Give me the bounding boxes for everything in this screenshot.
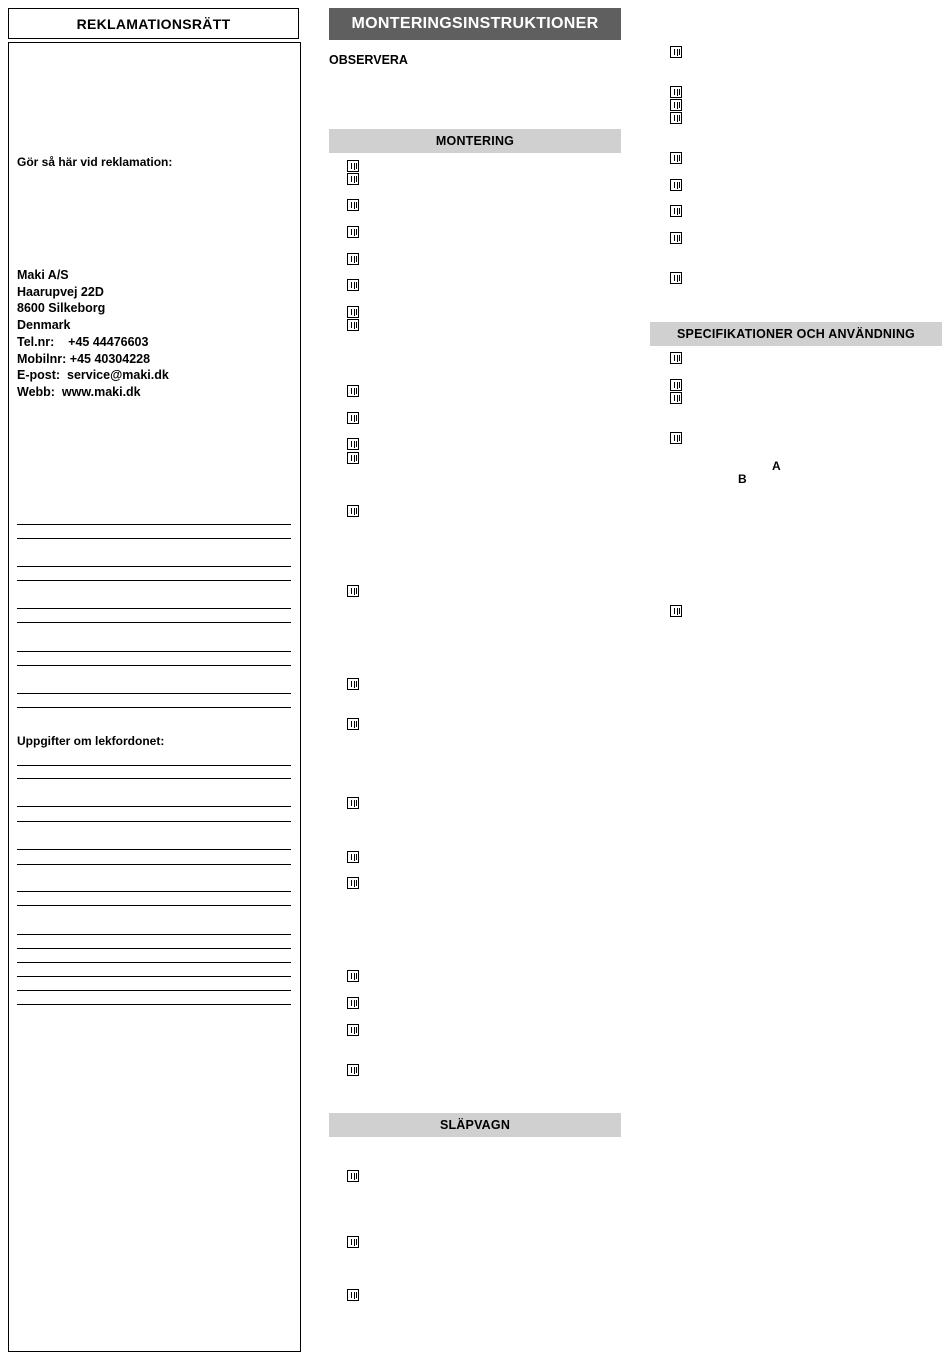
how-to-complain-label: Gör så här vid reklamation: xyxy=(17,155,173,169)
assembly-section-heading: MONTERING xyxy=(329,129,621,153)
contact-street: Haarupvej 22D xyxy=(17,284,104,299)
step-reference-icon xyxy=(670,272,682,284)
step-reference-icon xyxy=(670,605,682,617)
writing-line xyxy=(17,1004,291,1005)
step-reference-icon xyxy=(347,678,359,690)
writing-line xyxy=(17,765,291,766)
step-reference-icon xyxy=(670,152,682,164)
complaint-rights-title: REKLAMATIONSRÄTT xyxy=(8,8,299,39)
writing-line xyxy=(17,778,291,779)
writing-line xyxy=(17,905,291,906)
contact-country: Denmark xyxy=(17,318,71,333)
marker-b: B xyxy=(738,472,747,486)
writing-line xyxy=(17,665,291,666)
step-reference-icon xyxy=(347,279,359,291)
step-reference-icon xyxy=(347,585,359,597)
writing-line xyxy=(17,651,291,652)
writing-line xyxy=(17,976,291,977)
step-reference-icon xyxy=(670,99,682,111)
step-reference-icon xyxy=(670,179,682,191)
step-reference-icon xyxy=(670,352,682,364)
writing-line xyxy=(17,608,291,609)
step-reference-icon xyxy=(347,851,359,863)
step-reference-icon xyxy=(347,160,359,172)
contact-phone: Tel.nr: +45 44476603 xyxy=(17,334,149,349)
writing-line xyxy=(17,948,291,949)
step-reference-icon xyxy=(347,173,359,185)
step-reference-icon xyxy=(347,253,359,265)
step-reference-icon xyxy=(670,432,682,444)
step-reference-icon xyxy=(347,385,359,397)
step-reference-icon xyxy=(347,1024,359,1036)
step-reference-icon xyxy=(347,877,359,889)
step-reference-icon xyxy=(347,505,359,517)
step-reference-icon xyxy=(347,412,359,424)
step-reference-icon xyxy=(347,1236,359,1248)
writing-line xyxy=(17,566,291,567)
trailer-section-heading: SLÄPVAGN xyxy=(329,1113,621,1137)
step-reference-icon xyxy=(347,226,359,238)
complaint-rights-box xyxy=(8,42,301,1352)
writing-line xyxy=(17,693,291,694)
assembly-instructions-title: MONTERINGSINSTRUKTIONER xyxy=(329,8,621,40)
writing-line xyxy=(17,622,291,623)
step-reference-icon xyxy=(670,392,682,404)
step-reference-icon xyxy=(347,797,359,809)
observe-label: OBSERVERA xyxy=(329,53,408,67)
writing-line xyxy=(17,990,291,991)
step-reference-icon xyxy=(347,970,359,982)
step-reference-icon xyxy=(347,718,359,730)
step-reference-icon xyxy=(347,1289,359,1301)
step-reference-icon xyxy=(347,1064,359,1076)
writing-line xyxy=(17,806,291,807)
writing-line xyxy=(17,962,291,963)
step-reference-icon xyxy=(347,997,359,1009)
step-reference-icon xyxy=(347,319,359,331)
contact-city: 8600 Silkeborg xyxy=(17,301,106,316)
writing-line xyxy=(17,538,291,539)
marker-a: A xyxy=(772,459,781,473)
specifications-section-heading: SPECIFIKATIONER OCH ANVÄNDNING xyxy=(650,322,942,346)
step-reference-icon xyxy=(347,452,359,464)
step-reference-icon xyxy=(670,112,682,124)
contact-mobile: Mobilnr: +45 40304228 xyxy=(17,351,151,366)
contact-company: Maki A/S xyxy=(17,268,69,282)
writing-line xyxy=(17,934,291,935)
step-reference-icon xyxy=(670,232,682,244)
vehicle-info-label: Uppgifter om lekfordonet: xyxy=(17,734,165,748)
writing-line xyxy=(17,891,291,892)
step-reference-icon xyxy=(670,46,682,58)
contact-block xyxy=(17,267,169,401)
step-reference-icon xyxy=(670,205,682,217)
writing-line xyxy=(17,707,291,708)
step-reference-icon xyxy=(670,86,682,98)
writing-line xyxy=(17,821,291,822)
step-reference-icon xyxy=(347,1170,359,1182)
step-reference-icon xyxy=(347,438,359,450)
writing-line xyxy=(17,580,291,581)
writing-line xyxy=(17,864,291,865)
writing-line xyxy=(17,524,291,525)
step-reference-icon xyxy=(670,379,682,391)
step-reference-icon xyxy=(347,306,359,318)
step-reference-icon xyxy=(347,199,359,211)
contact-email: E-post: service@maki.dk xyxy=(17,368,169,383)
contact-web: Webb: www.maki.dk xyxy=(17,384,141,399)
writing-line xyxy=(17,849,291,850)
